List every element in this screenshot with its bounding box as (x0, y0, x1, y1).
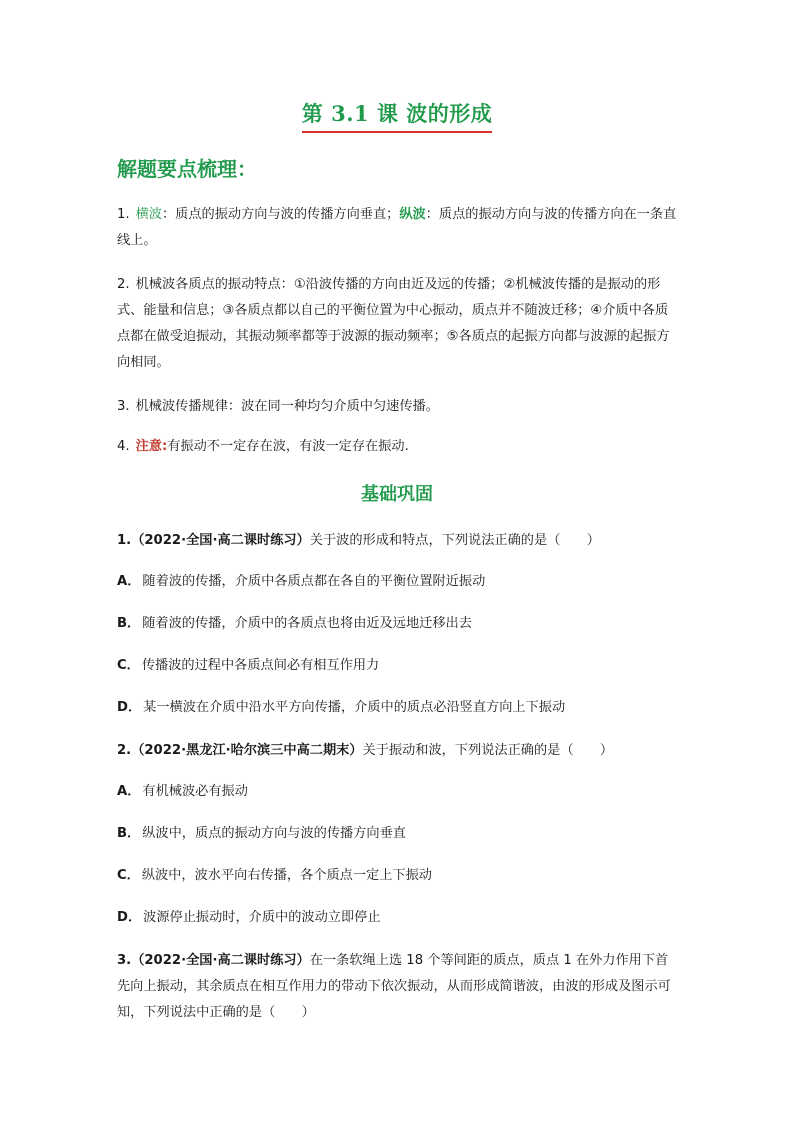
option-d[interactable] (117, 906, 677, 930)
point-number: 3. (117, 399, 130, 414)
point-text: ：质点的振动方向与波的传播方向垂直； (161, 207, 400, 222)
point-4 (117, 434, 677, 460)
point-number: 1. (117, 207, 130, 222)
question-1 (117, 528, 677, 554)
option-c[interactable] (117, 864, 677, 888)
option-letter: C． (117, 658, 140, 673)
option-d[interactable] (117, 696, 677, 720)
option-text: 随着波的传播，介质中的各质点也将由近及远地迁移出去 (142, 616, 472, 631)
question-number: 3. (117, 953, 132, 968)
point-number: 2. (117, 277, 130, 292)
option-letter: D． (117, 700, 142, 715)
point-text: ：质点的振动方向与波的传播方向在一条直线上。 (117, 207, 677, 248)
section-heading-basic: 基础巩固 (361, 484, 433, 505)
question-source: （2022·全国·高二课时练习） (131, 533, 310, 548)
point-text: 机械波传播规律：波在同一种均匀介质中匀速传播。 (135, 399, 439, 414)
option-text: 有机械波必有振动 (142, 784, 248, 799)
page-title: 第 3.1 课 波的形成 (302, 98, 492, 133)
question-stem: 关于振动和波，下列说法正确的是（ ） (362, 743, 614, 758)
option-text: 随着波的传播，介质中各质点都在各自的平衡位置附近振动 (142, 574, 486, 589)
option-a[interactable] (117, 780, 677, 804)
option-text: 纵波中，质点的振动方向与波的传播方向垂直 (142, 826, 406, 841)
question-stem: 在一条软绳上选 18 个等间距的质点，质点 1 在外力作用下首先向上振动，其余质点在相互作用力的带动下依次振动，从而形成简谐波，由波的形成及图示可知，下列说法中正确的是（ ） (117, 953, 671, 1020)
question-number: 2. (117, 743, 132, 758)
option-b[interactable] (117, 822, 677, 846)
option-letter: B． (117, 826, 141, 841)
option-letter: A． (117, 574, 141, 589)
point-3 (117, 394, 677, 420)
option-letter: D． (117, 910, 142, 925)
point-text: 有振动不一定存在波，有波一定存在振动. (167, 439, 409, 454)
option-text: 某一横波在介质中沿水平方向传播，介质中的质点必沿竖直方向上下振动 (143, 700, 566, 715)
option-text: 纵波中，波水平向右传播，各个质点一定上下振动 (141, 868, 432, 883)
point-text: 机械波各质点的振动特点：①沿波传播的方向由近及远的传播；②机械波传播的是振动的形式、能量和信息；③各质点都以自己的平衡位置为中心振动，质点并不随波迁移；④介质中各质点都在做受迫振动，其振动频率都等于波源的振动频率；⑤各质点的起振方向都与波源的起振方向相同。 (117, 277, 670, 370)
question-stem: 关于波的形成和特点，下列说法正确的是（ ） (309, 533, 600, 548)
point-1 (117, 202, 677, 254)
option-text: 波源停止振动时，介质中的波动立即停止 (143, 910, 381, 925)
keyword-transverse: 横波 (135, 207, 162, 222)
option-a[interactable] (117, 570, 677, 594)
option-b[interactable] (117, 612, 677, 636)
question-source: （2022·全国·高二课时练习） (131, 953, 310, 968)
question-2 (117, 738, 677, 764)
point-2 (117, 272, 677, 376)
option-text: 传播波的过程中各质点间必有相互作用力 (141, 658, 380, 673)
option-letter: B． (117, 616, 141, 631)
option-c[interactable] (117, 654, 677, 678)
title-block (0, 98, 794, 133)
note-label: 注意: (135, 439, 168, 454)
question-3 (117, 948, 677, 1026)
question-source: （2022·黑龙江·哈尔滨三中高二期末） (131, 743, 363, 758)
point-number: 4. (117, 439, 130, 454)
option-letter: C． (117, 868, 140, 883)
option-letter: A． (117, 784, 141, 799)
keyword-longitudinal: 纵波 (399, 207, 426, 222)
question-number: 1. (117, 533, 132, 548)
section-heading-points: 解题要点梳理： (117, 157, 257, 181)
